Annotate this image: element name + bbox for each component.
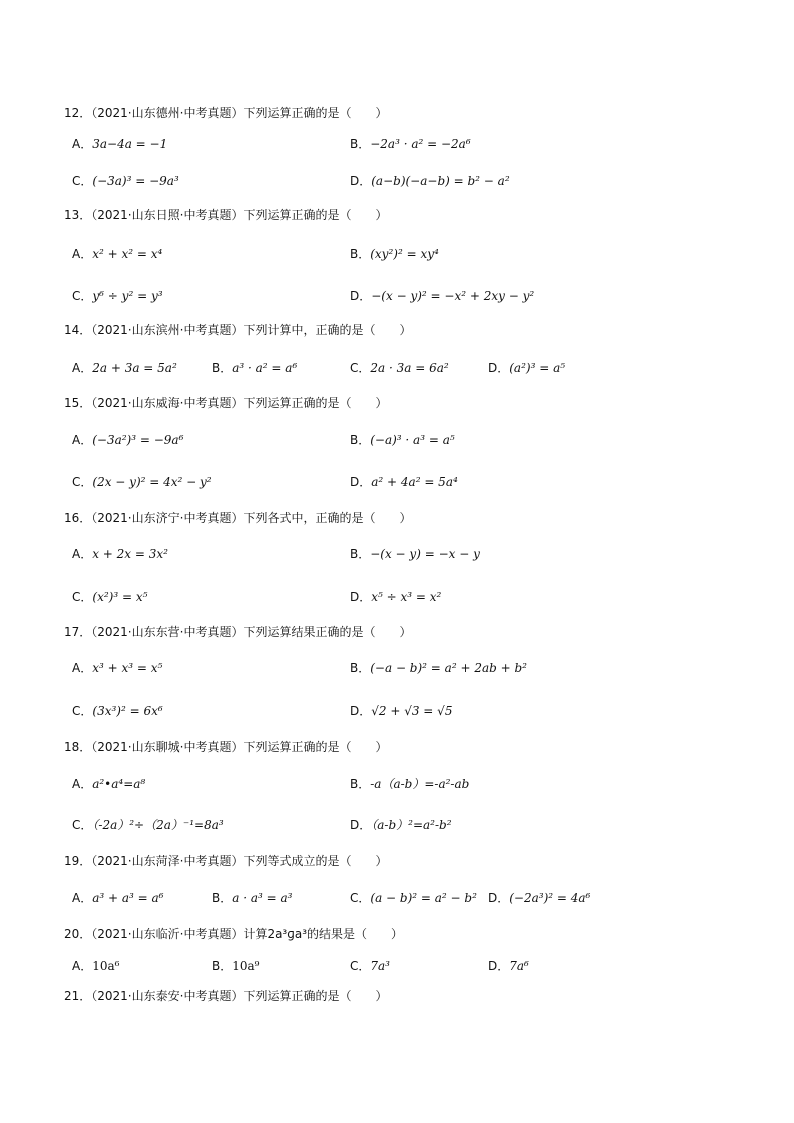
option-label: C． bbox=[72, 289, 93, 303]
option-label: C． bbox=[72, 174, 93, 188]
option-expression: （-2a）²÷（2a）⁻¹=8a³ bbox=[92, 818, 224, 832]
question-21-stem: 21．（2021·山东泰安·中考真题）下列运算正确的是（ ） bbox=[64, 989, 388, 1003]
option-expression: 2a + 3a = 5a² bbox=[92, 361, 177, 375]
question-16-option-c bbox=[72, 588, 147, 605]
question-16-option-a bbox=[72, 545, 168, 562]
option-label: A． bbox=[72, 547, 93, 561]
option-expression: 10a⁶ bbox=[92, 959, 120, 973]
option-expression: (2x − y)² = 4x² − y² bbox=[92, 475, 212, 489]
option-label: C． bbox=[350, 891, 371, 905]
question-18-option-d bbox=[350, 816, 452, 833]
option-expression: 3a−4a = −1 bbox=[92, 137, 168, 151]
option-label: A． bbox=[72, 247, 93, 261]
option-expression: (−3a²)³ = −9a⁶ bbox=[92, 433, 184, 447]
option-expression: a · a³ = a³ bbox=[232, 891, 293, 905]
option-label: A． bbox=[72, 433, 93, 447]
question-15-option-a bbox=[72, 431, 183, 448]
option-label: D． bbox=[350, 289, 372, 303]
question-17-stem: 17．（2021·山东东营·中考真题）下列运算结果正确的是（ ） bbox=[64, 625, 412, 639]
option-label: A． bbox=[72, 661, 93, 675]
question-15-option-c bbox=[72, 473, 212, 490]
question-12-stem: 12．（2021·山东德州·中考真题）下列运算正确的是（ ） bbox=[64, 106, 388, 120]
option-label: D． bbox=[350, 818, 372, 832]
option-expression: (−a − b)² = a² + 2ab + b² bbox=[370, 661, 527, 675]
question-17-option-c bbox=[72, 702, 163, 719]
option-label: B． bbox=[212, 959, 233, 973]
option-expression: x³ + x³ = x⁵ bbox=[92, 661, 163, 675]
question-19-stem: 19．（2021·山东菏泽·中考真题）下列等式成立的是（ ） bbox=[64, 854, 388, 868]
question-19-option-d bbox=[488, 889, 590, 906]
option-expression: (a²)³ = a⁵ bbox=[509, 361, 566, 375]
option-label: C． bbox=[72, 475, 93, 489]
option-label: A． bbox=[72, 959, 93, 973]
question-14-option-b bbox=[212, 359, 297, 376]
question-20-stem: 20．（2021·山东临沂·中考真题）计算2a³ɡa³的结果是（ ） bbox=[64, 927, 404, 941]
option-expression: √2 + √3 = √5 bbox=[371, 704, 453, 718]
option-label: D． bbox=[488, 891, 510, 905]
question-14-option-a bbox=[72, 359, 177, 376]
question-18-option-a bbox=[72, 775, 145, 792]
question-17-option-d bbox=[350, 702, 452, 719]
option-label: B． bbox=[350, 661, 371, 675]
option-expression: a²•a⁴=a⁸ bbox=[92, 777, 146, 791]
option-expression: (xy²)² = xy⁴ bbox=[370, 247, 439, 261]
option-expression: (−2a³)² = 4a⁶ bbox=[509, 891, 591, 905]
option-label: C． bbox=[72, 818, 93, 832]
question-15-option-b bbox=[350, 431, 455, 448]
question-13-option-b bbox=[350, 245, 439, 262]
question-16-option-d bbox=[350, 588, 441, 605]
option-label: B． bbox=[212, 891, 233, 905]
option-expression: −(x − y)² = −x² + 2xy − y² bbox=[371, 289, 535, 303]
option-label: D． bbox=[488, 959, 510, 973]
option-expression: 2a · 3a = 6a² bbox=[370, 361, 449, 375]
question-15-option-d bbox=[350, 473, 458, 490]
question-12-option-d bbox=[350, 172, 510, 189]
option-expression: (a − b)² = a² − b² bbox=[370, 891, 477, 905]
question-14-option-c bbox=[350, 359, 449, 376]
option-label: D． bbox=[350, 704, 372, 718]
option-expression: -a（a-b）=-a²-ab bbox=[370, 777, 470, 791]
option-label: B． bbox=[350, 247, 371, 261]
option-label: A． bbox=[72, 137, 93, 151]
option-expression: a³ + a³ = a⁶ bbox=[92, 891, 164, 905]
question-13-option-c bbox=[72, 287, 163, 304]
option-label: C． bbox=[350, 959, 371, 973]
option-expression: (3x³)² = 6x⁶ bbox=[92, 704, 163, 718]
option-expression: 7a⁶ bbox=[509, 959, 529, 973]
option-expression: a³ · a² = a⁶ bbox=[232, 361, 298, 375]
option-label: D． bbox=[350, 475, 372, 489]
option-label: B． bbox=[350, 433, 371, 447]
question-20-option-b bbox=[212, 957, 259, 974]
option-label: C． bbox=[350, 361, 371, 375]
question-20-option-a bbox=[72, 957, 119, 974]
question-18-option-c bbox=[72, 816, 224, 833]
option-label: B． bbox=[350, 777, 371, 791]
question-17-option-a bbox=[72, 659, 162, 676]
question-14-stem: 14．（2021·山东滨州·中考真题）下列计算中，正确的是（ ） bbox=[64, 323, 412, 337]
option-label: D． bbox=[488, 361, 510, 375]
question-16-option-b bbox=[350, 545, 480, 562]
option-expression: −(x − y) = −x − y bbox=[370, 547, 480, 561]
question-12-option-a bbox=[72, 135, 167, 152]
option-expression: (−a)³ · a³ = a⁵ bbox=[370, 433, 455, 447]
option-expression: 7a³ bbox=[370, 959, 390, 973]
question-13-stem: 13．（2021·山东日照·中考真题）下列运算正确的是（ ） bbox=[64, 208, 388, 222]
option-label: C． bbox=[72, 590, 93, 604]
option-label: D． bbox=[350, 590, 372, 604]
question-20-option-d bbox=[488, 957, 529, 974]
question-18-option-b bbox=[350, 775, 469, 792]
question-13-option-d bbox=[350, 287, 534, 304]
question-19-option-b bbox=[212, 889, 292, 906]
option-expression: x² + x² = x⁴ bbox=[92, 247, 163, 261]
question-12-option-c bbox=[72, 172, 179, 189]
option-expression: y⁶ ÷ y² = y³ bbox=[92, 289, 163, 303]
option-label: C． bbox=[72, 704, 93, 718]
question-19-option-a bbox=[72, 889, 163, 906]
question-14-option-d bbox=[488, 359, 565, 376]
question-15-stem: 15．（2021·山东威海·中考真题）下列运算正确的是（ ） bbox=[64, 396, 388, 410]
option-expression: (a−b)(−a−b) = b² − a² bbox=[371, 174, 510, 188]
question-16-stem: 16．（2021·山东济宁·中考真题）下列各式中，正确的是（ ） bbox=[64, 511, 412, 525]
question-19-option-c bbox=[350, 889, 477, 906]
option-label: B． bbox=[212, 361, 233, 375]
option-label: D． bbox=[350, 174, 372, 188]
option-expression: a² + 4a² = 5a⁴ bbox=[371, 475, 458, 489]
option-label: A． bbox=[72, 777, 93, 791]
option-expression: 10a⁹ bbox=[232, 959, 260, 973]
option-label: A． bbox=[72, 891, 93, 905]
question-17-option-b bbox=[350, 659, 527, 676]
option-label: B． bbox=[350, 137, 371, 151]
option-label: B． bbox=[350, 547, 371, 561]
option-expression: −2a³ · a² = −2a⁶ bbox=[370, 137, 471, 151]
option-expression: （a-b）²=a²-b² bbox=[371, 818, 452, 832]
option-expression: (x²)³ = x⁵ bbox=[92, 590, 148, 604]
option-label: A． bbox=[72, 361, 93, 375]
question-13-option-a bbox=[72, 245, 162, 262]
option-expression: x⁵ ÷ x³ = x² bbox=[371, 590, 442, 604]
option-expression: x + 2x = 3x² bbox=[92, 547, 168, 561]
question-12-option-b bbox=[350, 135, 471, 152]
option-expression: (−3a)³ = −9a³ bbox=[92, 174, 179, 188]
question-20-option-c bbox=[350, 957, 390, 974]
question-18-stem: 18．（2021·山东聊城·中考真题）下列运算正确的是（ ） bbox=[64, 740, 388, 754]
